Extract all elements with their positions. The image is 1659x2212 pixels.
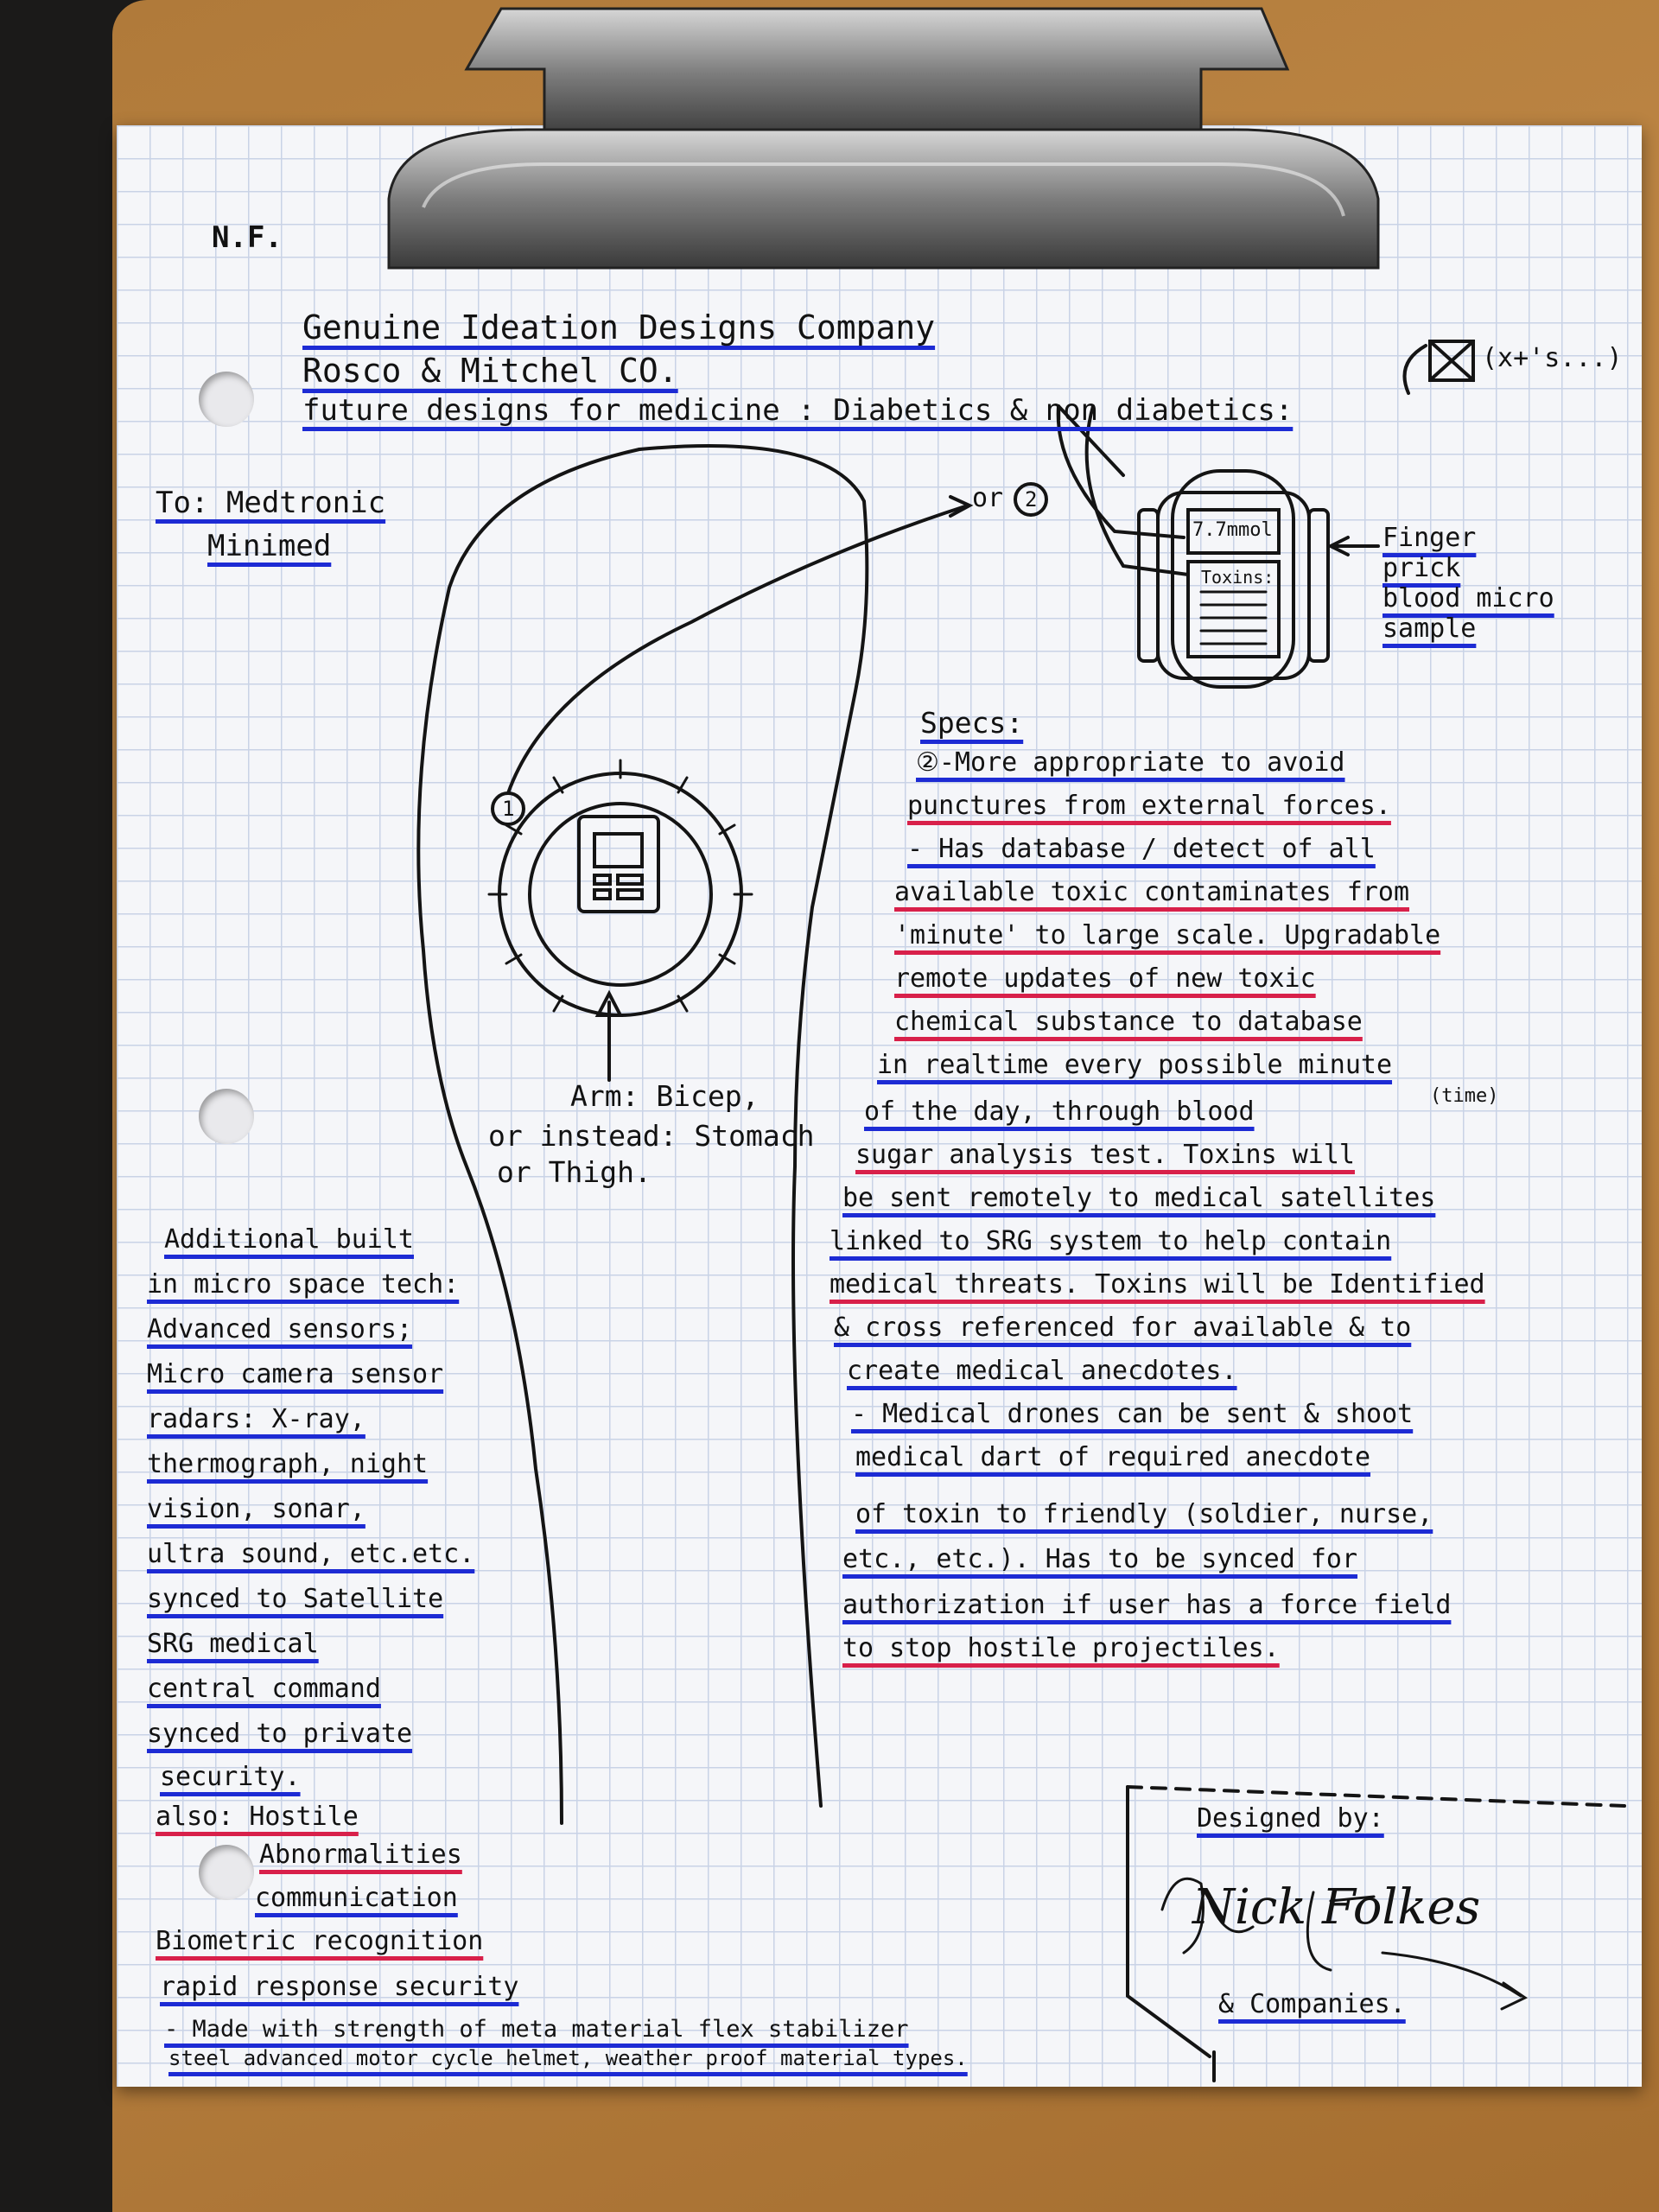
header-subtitle: future designs for medicine : Diabetics & non diabetics:	[302, 393, 1294, 428]
finger-prick-4: sample	[1382, 613, 1477, 644]
specs-line: authorization if user has a force field	[842, 1590, 1452, 1620]
placement-3: or Thigh.	[497, 1155, 652, 1189]
additional-line: Advanced sensors;	[147, 1314, 413, 1344]
additional-line: security.	[160, 1762, 301, 1792]
time-note: (time)	[1430, 1085, 1499, 1107]
specs-line: medical threats. Toxins will be Identified	[830, 1269, 1485, 1300]
specs-line: 'minute' to large scale. Upgradable	[894, 920, 1441, 950]
footer-line-2: steel advanced motor cycle helmet, weather proof material types.	[168, 2046, 968, 2070]
recipient-line1: To: Medtronic	[156, 486, 386, 520]
specs-line: create medical anecdotes.	[847, 1356, 1237, 1386]
specs-line: medical dart of required anecdote	[855, 1442, 1371, 1472]
additional-line: in micro space tech:	[147, 1269, 460, 1300]
signature-name: Nick Folkes	[1192, 1879, 1481, 1936]
additional-line: Micro camera sensor	[147, 1359, 444, 1389]
additional-line: also: Hostile	[156, 1802, 359, 1832]
additional-line: radars: X-ray,	[147, 1404, 365, 1434]
marker-2-label: 2	[1025, 487, 1038, 512]
additional-line: vision, sonar,	[147, 1494, 365, 1524]
or-label: or	[972, 483, 1004, 513]
header-partner: Rosco & Mitchel CO.	[302, 352, 678, 390]
corner-note: (x+'s...)	[1482, 343, 1623, 373]
additional-line: ultra sound, etc.etc.	[147, 1539, 475, 1569]
recipient-line2: Minimed	[207, 529, 332, 563]
additional-line: rapid response security	[160, 1972, 519, 2002]
specs-line: ②-More appropriate to avoid	[916, 747, 1345, 778]
specs-line: of toxin to friendly (soldier, nurse,	[855, 1499, 1433, 1529]
placement-1: Arm: Bicep,	[570, 1079, 760, 1113]
additional-line: Additional built	[164, 1224, 414, 1255]
specs-line: punctures from external forces.	[907, 791, 1391, 821]
additional-line: communication	[255, 1883, 458, 1913]
specs-title: Specs:	[920, 706, 1024, 740]
additional-line: central command	[147, 1674, 381, 1704]
finger-prick-1: Finger	[1382, 523, 1477, 553]
specs-line: chemical substance to database	[894, 1007, 1363, 1037]
additional-line: SRG medical	[147, 1629, 319, 1659]
specs-line: of the day, through blood	[864, 1096, 1255, 1127]
patch-outer-ring	[499, 773, 741, 1015]
specs-line: available toxic contaminates from	[894, 877, 1410, 907]
specs-line: linked to SRG system to help contain	[830, 1226, 1392, 1256]
designed-by-label: Designed by:	[1197, 1803, 1384, 1834]
marker-1-label: 1	[502, 797, 515, 821]
additional-line: thermograph, night	[147, 1449, 429, 1479]
finger-prick-3: blood micro	[1382, 583, 1554, 613]
additional-line: synced to private	[147, 1719, 413, 1749]
header-company: Genuine Ideation Designs Company	[302, 308, 936, 346]
specs-line: in realtime every possible minute	[877, 1050, 1393, 1080]
additional-line: Biometric recognition	[156, 1926, 484, 1956]
specs-line: to stop hostile projectiles.	[842, 1633, 1280, 1663]
additional-line: Abnormalities	[259, 1840, 462, 1870]
specs-line: be sent remotely to medical satellites	[842, 1183, 1436, 1213]
specs-line: sugar analysis test. Toxins will	[855, 1140, 1355, 1170]
watch-reading: 7.7mmol	[1192, 519, 1273, 541]
specs-line: remote updates of new toxic	[894, 963, 1316, 994]
footer-line-1: - Made with strength of meta material flex stabilizer	[164, 2016, 909, 2043]
signature-company: & Companies.	[1218, 1989, 1406, 2019]
watch-toxins: Toxins:	[1201, 567, 1274, 588]
finger-prick-2: prick	[1382, 553, 1461, 583]
specs-line: & cross referenced for available & to	[834, 1313, 1412, 1343]
specs-line: - Has database / detect of all	[907, 834, 1376, 864]
additional-line: synced to Satellite	[147, 1584, 444, 1614]
specs-line: etc., etc.). Has to be synced for	[842, 1544, 1358, 1574]
placement-2: or instead: Stomach	[488, 1119, 815, 1153]
initials-badge: N.F.	[212, 220, 283, 255]
specs-line: - Medical drones can be sent & shoot	[851, 1399, 1414, 1429]
